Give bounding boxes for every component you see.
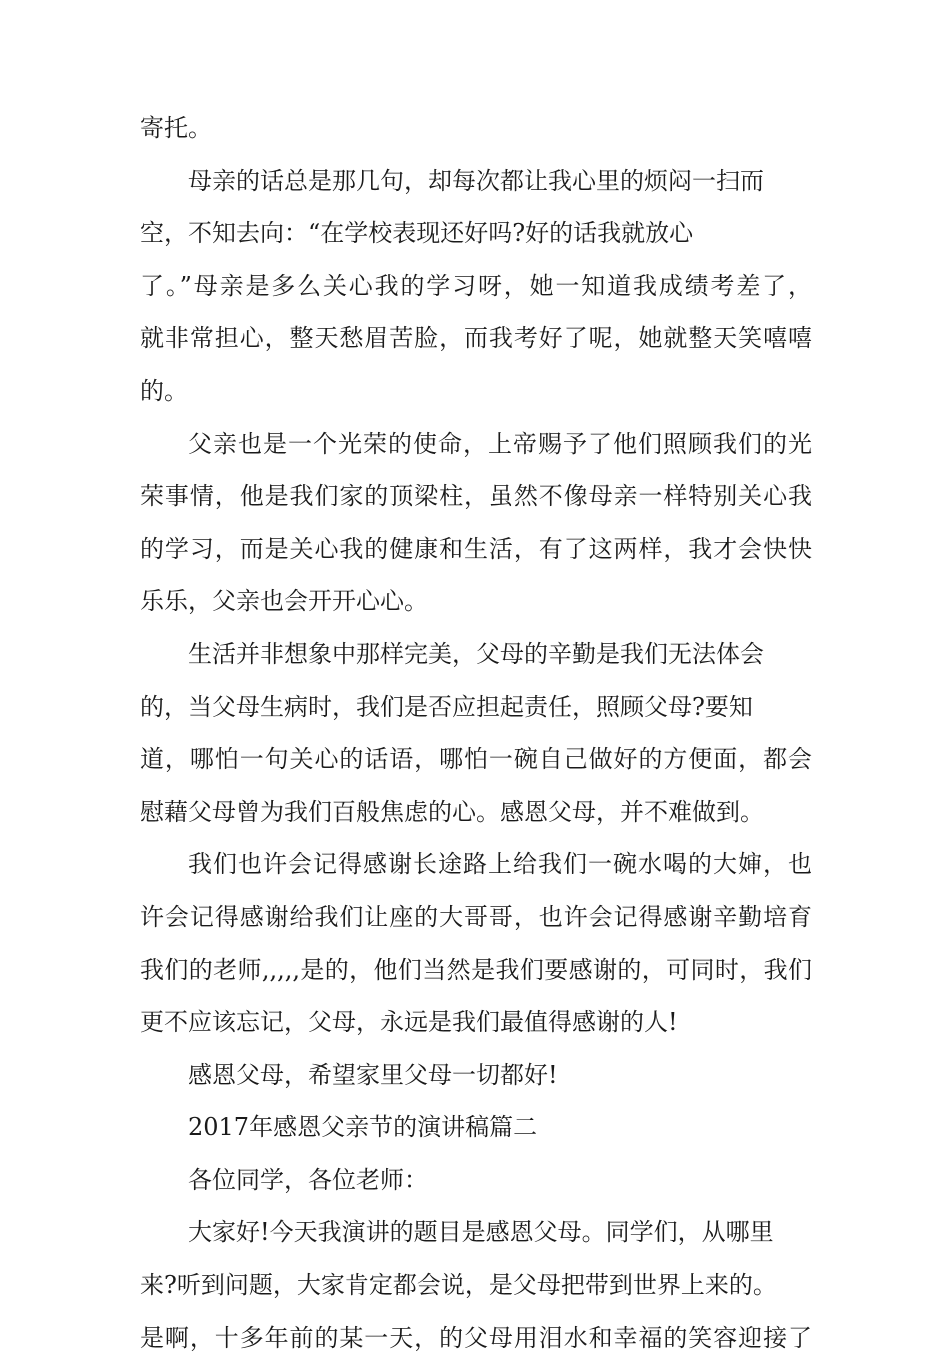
- text-line: 父亲也是一个光荣的使命，上帝赐予了他们照顾我们的光: [188, 429, 812, 458]
- section-heading: 2017年感恩父亲节的演讲稿篇二: [188, 1113, 538, 1142]
- text-line: 大家好!今天我演讲的题目是感恩父母。同学们，从哪里: [188, 1218, 774, 1247]
- text-line: 我们的老师,,,,,是的，他们当然是我们要感谢的，可同时，我们: [140, 955, 812, 984]
- text-line: 道，哪怕一句关心的话语，哪怕一碗自己做好的方便面，都会: [140, 745, 812, 774]
- document-page: [140, 102, 812, 1364]
- text-line: 就非常担心，整天愁眉苦脸，而我考好了呢，她就整天笑嘻嘻: [140, 324, 812, 353]
- text-line: 更不应该忘记，父母，永远是我们最值得感谢的人!: [140, 1008, 678, 1037]
- text-line: 许会记得感谢给我们让座的大哥哥，也许会记得感谢辛勤培育: [140, 902, 812, 931]
- text-line: 各位同学，各位老师：: [188, 1165, 428, 1194]
- text-line: 的。: [140, 376, 188, 405]
- text-line: 的，当父母生病时，我们是否应担起责任，照顾父母?要知: [140, 692, 753, 721]
- text-line: 慰藉父母曾为我们百般焦虑的心。感恩父母，并不难做到。: [140, 797, 764, 826]
- text-line: 寄托。: [140, 114, 212, 142]
- text-line: 母亲的话总是那几句，却每次都让我心里的烦闷一扫而: [188, 166, 764, 195]
- text-line: 了。”母亲是多么关心我的学习呀，她一知道我成绩考差了，: [140, 271, 812, 300]
- text-line: 是啊，十多年前的某一天，的父母用泪水和幸福的笑容迎接了: [140, 1323, 812, 1352]
- text-line: 感恩父母，希望家里父母一切都好!: [188, 1060, 558, 1089]
- text-line: 来?听到问题，大家肯定都会说，是父母把带到世界上来的。: [140, 1271, 777, 1300]
- text-line: 生活并非想象中那样完美，父母的辛勤是我们无法体会: [188, 639, 764, 668]
- text-line: 空，不知去向：“在学校表现还好吗?好的话我就放心: [140, 219, 694, 248]
- text-line: 的学习，而是关心我的健康和生活，有了这两样，我才会快快: [140, 534, 812, 563]
- text-line: 荣事情，他是我们家的顶梁柱，虽然不像母亲一样特别关心我: [140, 482, 812, 511]
- text-line: 乐乐，父亲也会开开心心。: [140, 587, 428, 616]
- text-line: 我们也许会记得感谢长途路上给我们一碗水喝的大婶，也: [188, 850, 812, 879]
